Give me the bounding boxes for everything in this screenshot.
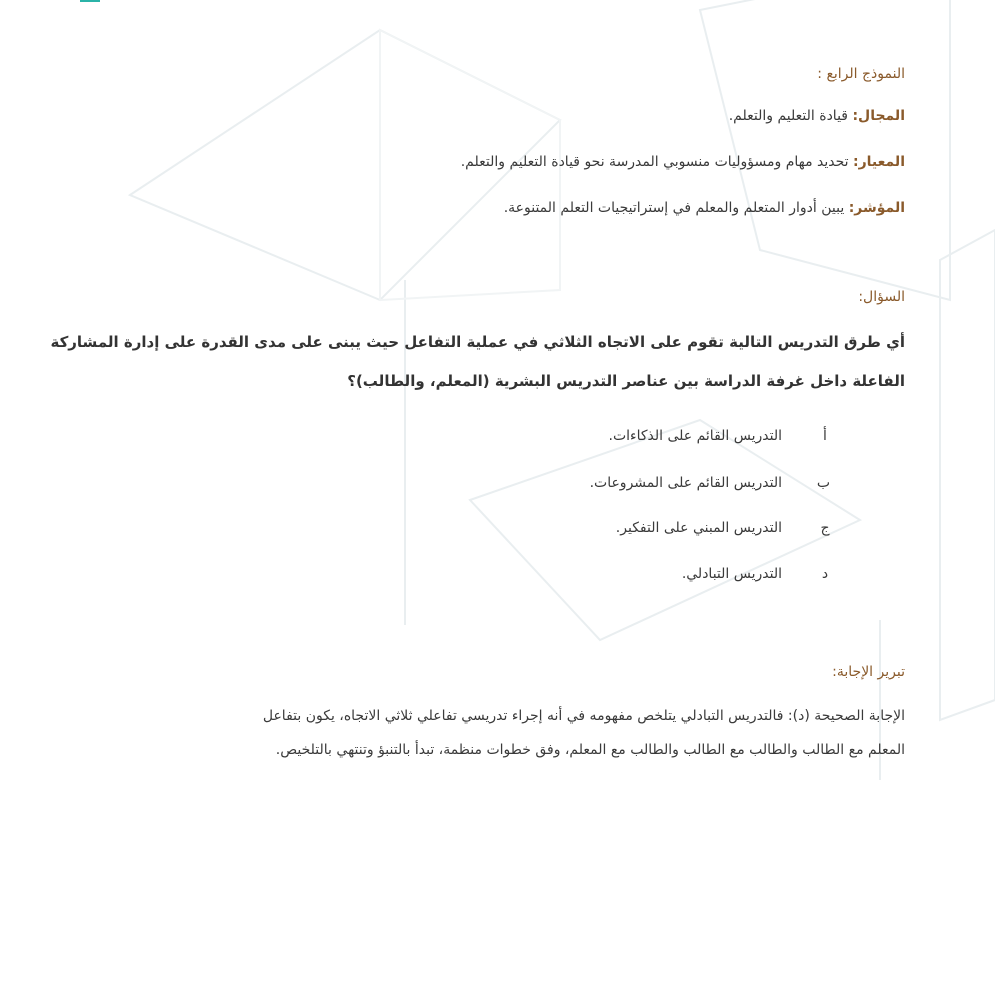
option-d[interactable] bbox=[682, 566, 830, 582]
option-text: التدريس المبني على التفكير. bbox=[615, 520, 782, 536]
option-b[interactable] bbox=[590, 475, 830, 491]
question-text-line-1: أي طرق التدريس التالية تقوم على الاتجاه الثلاثي في عملية التفاعل حيث يبنى على مدى القدرة على إدارة المشاركة bbox=[50, 333, 905, 351]
standard-line bbox=[461, 154, 905, 170]
answer-text-line-2: المعلم مع الطالب والطالب مع الطالب والطالب مع المعلم، وفق خطوات منظمة، تبدأ بالتنبؤ وتنتهي بالتلخيص. bbox=[275, 742, 905, 758]
option-c[interactable] bbox=[616, 520, 830, 536]
domain-value: قيادة التعليم والتعلم. bbox=[728, 108, 853, 124]
question-text-line-2: الفاعلة داخل غرفة الدراسة بين عناصر التدريس البشرية (المعلم، والطالب)؟ bbox=[347, 372, 905, 390]
option-letter: أ bbox=[823, 428, 827, 444]
domain-key: المجال: bbox=[852, 108, 905, 124]
option-letter: ب bbox=[816, 475, 830, 491]
option-text: التدريس القائم على الذكاءات. bbox=[608, 428, 782, 444]
question-title: السؤال: bbox=[858, 289, 905, 305]
standard-key: المعيار: bbox=[853, 154, 905, 170]
answer-text-line-1: الإجابة الصحيحة (د): فالتدريس التبادلي يتلخص مفهومه في أنه إجراء تدريسي تفاعلي ثلاثي الاتجاه، يكون بتفاعل bbox=[262, 708, 905, 724]
option-letter: ج bbox=[820, 520, 830, 536]
model-title: النموذج الرابع : bbox=[817, 66, 905, 82]
option-a[interactable] bbox=[609, 428, 831, 444]
option-letter: د bbox=[821, 566, 829, 582]
indicator-key: المؤشر: bbox=[848, 200, 905, 216]
indicator-value: يبين أدوار المتعلم والمعلم في إستراتيجيات التعلم المتنوعة. bbox=[503, 200, 849, 216]
answer-title: تبرير الإجابة: bbox=[832, 664, 905, 680]
option-text: التدريس التبادلي. bbox=[681, 566, 782, 582]
option-text: التدريس القائم على المشروعات. bbox=[589, 475, 782, 491]
standard-value: تحديد مهام ومسؤوليات منسوبي المدرسة نحو قيادة التعليم والتعلم. bbox=[460, 154, 854, 170]
domain-line bbox=[729, 108, 905, 124]
indicator-line bbox=[504, 200, 905, 216]
